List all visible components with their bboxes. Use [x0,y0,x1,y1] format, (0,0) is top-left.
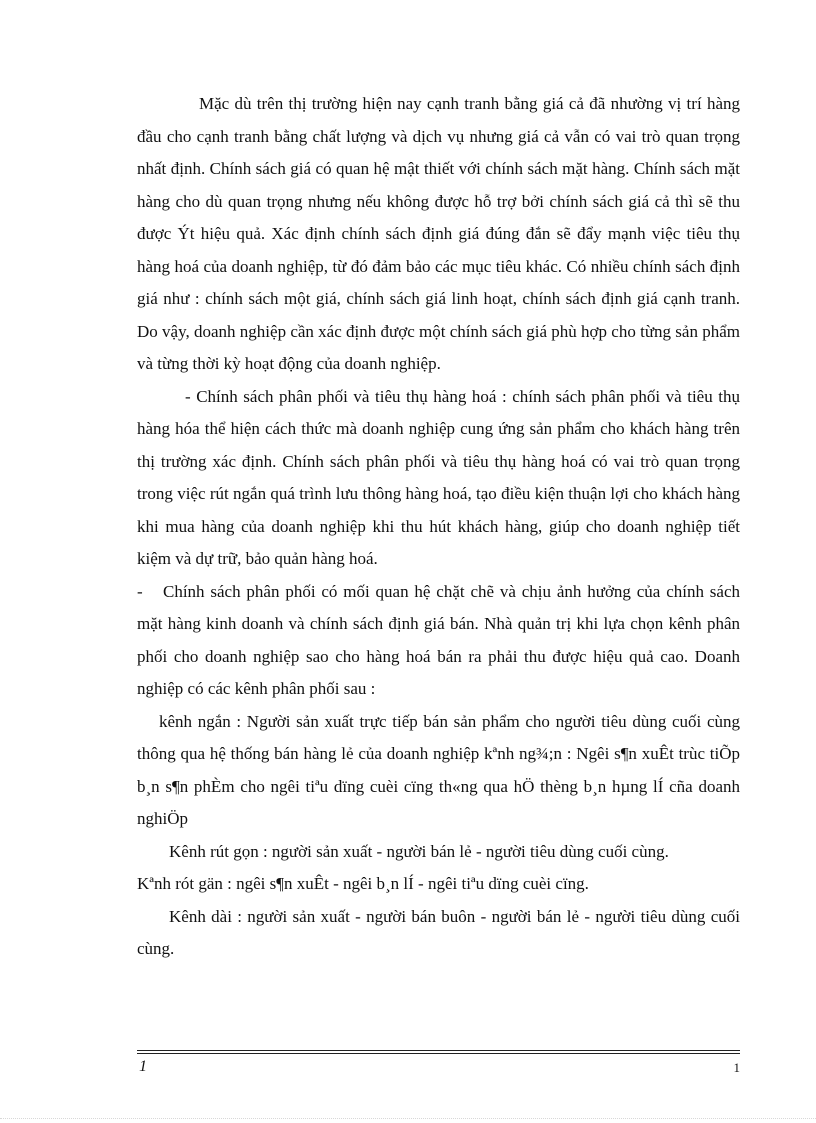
footer-rule-second [137,1053,740,1054]
paragraph-distribution-relation-text: Chính sách phân phối có mối quan hệ chặt chẽ và chịu ảnh hưởng của chính sách mặt hàng kinh doanh và chính sách định giá bán. Nhà quản trị khi lựa chọn kênh phân phối cho doanh nghiệp sao cho hàng hoá bán ra phải thu được hiệu quả cao. Doanh nghiệp có các kênh phân phối sau : [137,581,740,698]
footer-rule [137,1050,740,1051]
paragraph-pricing-policy: Mặc dù trên thị trường hiện nay cạnh tranh bằng giá cả đã nhường vị trí hàng đầu cho cạnh tranh bằng chất lượng và dịch vụ nhưng giá cả vẫn có vai trò quan trọng nhất định. Chính sách giá có quan hệ mật thiết với chính sách mặt hàng. Chính sách mặt hàng cho dù quan trọng nhưng nếu không được hỗ trợ bởi chính sách giá cả thì sẽ thu được Ýt hiệu quả. Xác định chính sách định giá đúng đắn sẽ đẩy mạnh việc tiêu thụ hàng hoá của doanh nghiệp, từ đó đảm bảo các mục tiêu khác. Có nhiều chính sách định giá như : chính sách một giá, chính sách giá linh hoạt, chính sách định giá cạnh tranh. Do vậy, doanh nghiệp cần xác định được một chính sách giá phù hợp cho từng sản phẩm và từng thời kỳ hoạt động của doanh nghiệp. [137,94,740,373]
paragraph-distribution-relation [137,576,740,706]
paragraph-distribution-policy: - Chính sách phân phối và tiêu thụ hàng hoá : chính sách phân phối và tiêu thụ hàng hóa thể hiện cách thức mà doanh nghiệp cung ứng sản phẩm cho khách hàng trên thị trường xác định. Chính sách phân phối và tiêu thụ hàng hoá có vai trò quan trọng trong việc rút ngắn quá trình lưu thông hàng hoá, tạo điều kiện thuận lợi cho khách hàng khi mua hàng của doanh nghiệp khi thu hút khách hàng, giúp cho doanh nghiệp tiết kiệm và dự trữ, bảo quản hàng hoá. [137,386,740,568]
footer-left-mark: 1 [139,1058,147,1075]
page-bottom-border [0,1118,816,1119]
paragraph-short-channel: kênh ngắn : Người sản xuất trực tiếp bán sản phẩm cho người tiêu dùng cuối cùng thông qua hệ thống bán hàng lẻ của doanh nghiệp kªnh ng¾;n : Ngêi s¶n xuÊt trùc tiÕp b¸n s¶n phÈm cho ngêi tiªu dïng cuèi cïng th«ng qua hÖ thèng b¸n hµng lÍ cña doanh nghiÖp [137,711,740,828]
dash-marker: - [137,581,143,601]
paragraph-shortened-channel-garbled: Kªnh rót gän : ngêi s¶n xuÊt - ngêi b¸n lÍ - ngêi tiªu dïng cuèi cïng. [137,874,589,893]
page-number: 1 [733,1060,740,1075]
paragraph-shortened-channel: Kênh rút gọn : người sản xuất - người bán lẻ - người tiêu dùng cuối cùng. [169,841,669,861]
body-text [137,88,740,966]
paragraph-long-channel: Kênh dài : người sản xuất - người bán buôn - người bán lẻ - người tiêu dùng cuối cùng. [137,906,740,958]
